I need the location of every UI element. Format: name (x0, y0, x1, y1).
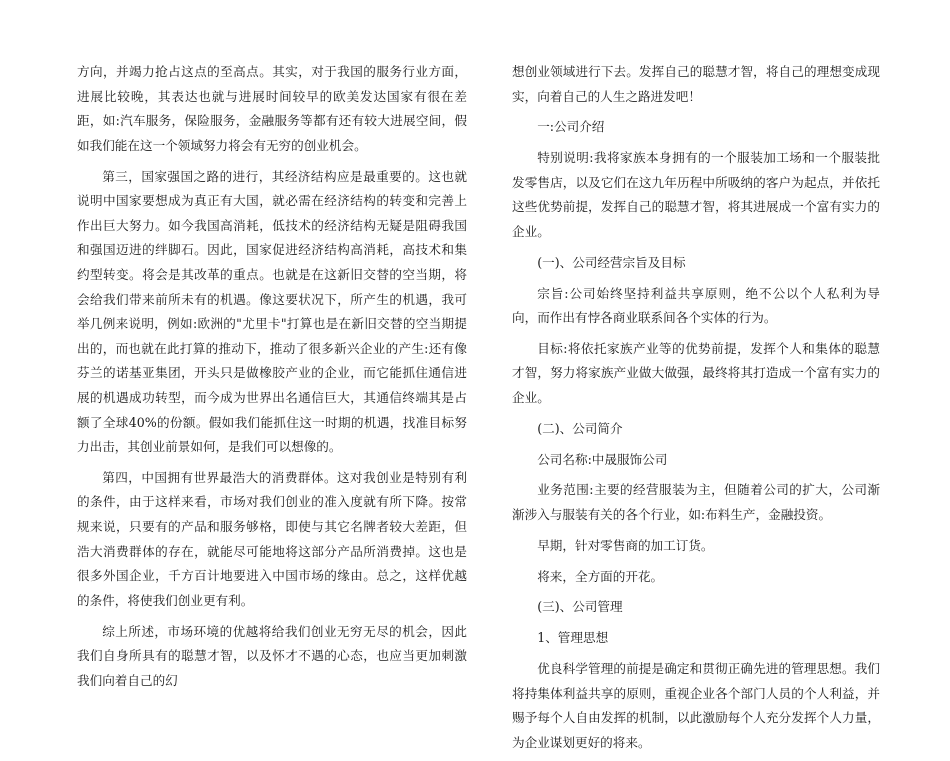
paragraph-business-scope: 业务范围:主要的经营服装为主，但随着公司的扩大，公司渐渐涉入与服装有关的各个行业，如:布料生产，金融投资。 (512, 482, 880, 522)
heading-company-profile: (二)、公司简介 (537, 420, 623, 436)
paragraph-future: 将来，全方面的开花。 (537, 568, 664, 584)
paragraph-goal: 目标:将依托家族产业等的优势前提，发挥个人和集体的聪慧才智，努力将家族产业做大做强，最终将其打造成一个富有实力的企业。 (512, 340, 880, 406)
paragraph-service-industry: 方向，并竭力抢占这点的至高点。其实，对于我国的服务行业方面，进展比较晚，其表达也就与进展时间较早的欧美发达国家有很在差距，如:汽车服务，保险服务，金融服务等都有还有较大进展空间，假如我们能在这一个领域努力将会有无穷的创业机会。 (77, 64, 467, 153)
heading-purpose-and-goal: (一)、公司经营宗旨及目标 (537, 254, 686, 270)
heading-company-management: (三)、公司管理 (537, 599, 623, 615)
heading-company-intro: 一:公司介绍 (537, 119, 605, 135)
paragraph-continuation: 想创业领域进行下去。发挥自己的聪慧才智，将自己的理想变成现实，向着自己的人生之路进发吧！ (512, 64, 880, 104)
paragraph-company-name: 公司名称:中晟服饰公司 (537, 451, 668, 467)
heading-management-philosophy: 1、管理思想 (537, 630, 609, 646)
paragraph-summary: 综上所述，市场环境的优越将给我们创业无穷无尽的机会，因此我们自身所具有的聪慧才智，以及怀才不遇的心态，也应当更加刺激我们向着自己的幻 (77, 623, 467, 688)
paragraph-early-stage: 早期，针对零售商的加工订货。 (537, 537, 714, 553)
paragraph-special-note: 特别说明:我将家族本身拥有的一个服装加工场和一个服装批发零售店，以及它们在这九年历程中所吸纳的客户为起点，并依托这些优势前提，发挥自己的聪慧才智，将其进展成一个富有实力的企业。 (512, 150, 880, 239)
left-text-column (77, 60, 467, 700)
paragraph-management-philosophy: 优良科学管理的前提是确定和贯彻正确先进的管理思想。我们将持集体利益共享的原则，重视企业各个部门人员的个人利益，并赐予每个人自由发挥的机制，以此激励每个人充分发挥个人力量，为企业谋划更好的将来。 (512, 660, 880, 750)
paragraph-consumer-group: 第四，中国拥有世界最浩大的消费群体。这对我创业是特别有利的条件，由于这样来看，市场对我们创业的准入度就有所下降。按常规来说，只要有的产品和服务够格，即使与其它名牌者较大差距，但浩大消费群体的存在，就能尽可能地将这部分产品所消费掉。这也是很多外国企业，千方百计地要进入中国市场的缘由。总之，这样优越的条件，将使我们创业更有利。 (77, 469, 467, 608)
paragraph-purpose: 宗旨:公司始终坚持利益共享原则，绝不公以个人私利为导向，而作出有悖各商业联系间各个实体的行为。 (512, 285, 880, 326)
right-text-column (512, 60, 880, 761)
paragraph-economic-structure: 第三，国家强国之路的进行，其经济结构应是最重要的。这也就说明中国家要想成为真正有大国，就必需在经济结构的转变和完善上作出巨大努力。如今我国高消耗，低技术的经济结构无疑是阻碍我国和强国迈进的绊脚石。因此，国家促进经济结构高消耗，高技术和集约型转变。将会是其改革的重点。也就是在这新旧交替的空当期，将会给我们带来前所未有的机遇。像这要状况下，所产生的机遇，我可举几例来说明，例如:欧洲的"尤里卡"打算也是在新旧交替的空当期提出的，而也就在此打算的推动下，推动了很多新兴企业的产生:还有像芬兰的诺基亚集团，开头只是做橡胶产业的企业，而它能抓住通信进展的机遇成功转型，而今成为世界出名通信巨大，其通信终端其是占额了全球40%的份额。假如我们能抓住这一时期的机遇，找准目标努力出击，其创业前景如何，是我们可以想像的。 (77, 168, 467, 455)
